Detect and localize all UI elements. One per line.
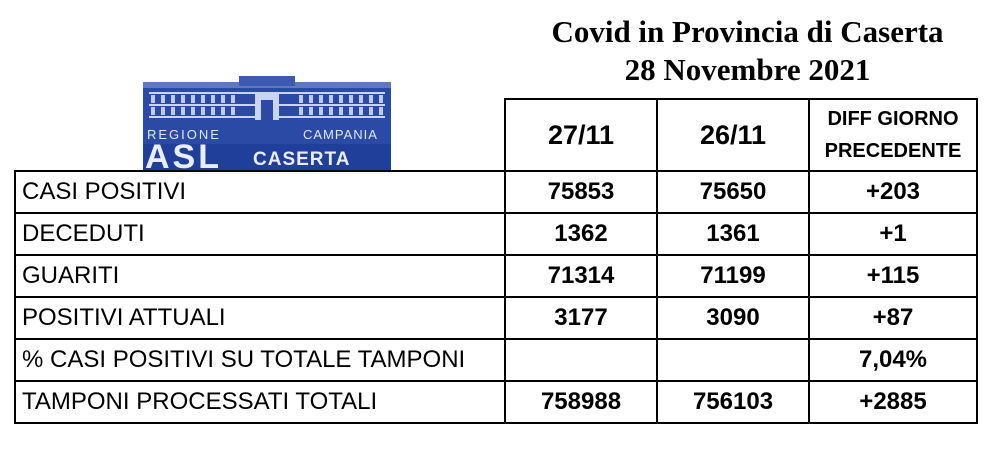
row-value-27-11: 3177 [505,297,657,339]
logo-asl-text: ASL [145,138,222,170]
row-diff: +2885 [809,381,977,423]
row-label: GUARITI [15,255,505,297]
covid-data-table [14,98,978,424]
header-diff-line1: DIFF GIORNO [827,108,959,130]
table-row [15,339,977,381]
row-value-26-11: 71199 [657,255,809,297]
header-diff [809,99,977,171]
header-empty-cell [15,99,505,171]
logo-campania-text: CAMPANIA [303,127,378,142]
row-diff: 7,04% [809,339,977,381]
row-value-27-11: 75853 [505,171,657,213]
row-diff: +1 [809,213,977,255]
row-value-27-11: 1362 [505,213,657,255]
row-diff: +87 [809,297,977,339]
header-date-2: 26/11 [657,99,809,171]
table-row [15,171,977,213]
logo-regione-text: REGIONE [147,127,221,142]
row-diff: +203 [809,171,977,213]
table-row [15,213,977,255]
row-value-26-11: 3090 [657,297,809,339]
page-title: Covid in Provincia di Caserta [551,14,944,49]
page-date: 28 Novembre 2021 [624,52,871,87]
header-date-1: 27/11 [505,99,657,171]
row-value-26-11: 1361 [657,213,809,255]
table-row [15,381,977,423]
row-label: TAMPONI PROCESSATI TOTALI [15,381,505,423]
row-value-27-11 [505,339,657,381]
row-value-27-11: 758988 [505,381,657,423]
row-label: % CASI POSITIVI SU TOTALE TAMPONI [15,339,505,381]
row-value-26-11 [657,339,809,381]
row-diff: +115 [809,255,977,297]
row-label: POSITIVI ATTUALI [15,297,505,339]
table-row [15,297,977,339]
logo-caserta-text: CASERTA [253,149,351,170]
row-label: DECEDUTI [15,213,505,255]
table-header-row [15,99,977,171]
row-value-27-11: 71314 [505,255,657,297]
row-value-26-11: 75650 [657,171,809,213]
table-row [15,255,977,297]
header-diff-line2: PRECEDENTE [824,140,962,162]
row-value-26-11: 756103 [657,381,809,423]
row-label: CASI POSITIVI [15,171,505,213]
